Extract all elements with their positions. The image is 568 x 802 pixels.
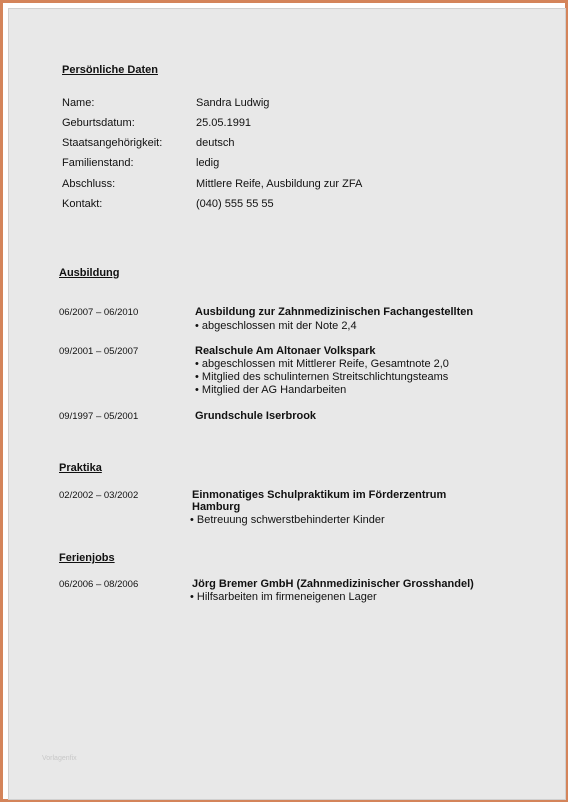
- entry-bullet: • abgeschlossen mit Mittlerer Reife, Gesamtnote 2,0: [195, 358, 449, 370]
- entry-date: 02/2002 – 03/2002: [59, 490, 139, 501]
- section-heading-holiday-jobs: Ferienjobs: [59, 552, 115, 564]
- label-nationality: Staatsangehörigkeit:: [62, 137, 163, 149]
- resume-page: [8, 8, 566, 800]
- value-marital-status: ledig: [196, 157, 220, 169]
- value-nationality: deutsch: [196, 137, 235, 149]
- label-degree: Abschluss:: [62, 178, 116, 190]
- entry-bullet: • Hilfsarbeiten im firmeneigenen Lager: [190, 591, 377, 603]
- entry-date: 06/2007 – 06/2010: [59, 307, 139, 318]
- label-marital-status: Familienstand:: [62, 157, 134, 169]
- entry-bullet: • abgeschlossen mit der Note 2,4: [195, 320, 357, 332]
- section-heading-internships: Praktika: [59, 462, 102, 474]
- watermark: Vorlagenfix: [42, 755, 77, 762]
- section-heading-personal: Persönliche Daten: [62, 64, 158, 76]
- entry-title: Ausbildung zur Zahnmedizinischen Fachangestellten: [195, 306, 474, 318]
- entry-date: 09/2001 – 05/2007: [59, 346, 139, 357]
- entry-bullet: • Mitglied der AG Handarbeiten: [195, 384, 347, 396]
- entry-date: 09/1997 – 05/2001: [59, 411, 139, 422]
- value-contact: (040) 555 55 55: [196, 198, 274, 210]
- entry-title: Grundschule Iserbrook: [195, 410, 317, 422]
- value-degree: Mittlere Reife, Ausbildung zur ZFA: [196, 178, 363, 190]
- label-birthdate: Geburtsdatum:: [62, 117, 135, 129]
- label-contact: Kontakt:: [62, 198, 103, 210]
- entry-bullet: • Betreuung schwerstbehinderter Kinder: [190, 514, 385, 526]
- entry-title: Einmonatiges Schulpraktikum im Förderzentrum: [192, 489, 447, 501]
- entry-title: Jörg Bremer GmbH (Zahnmedizinischer Grosshandel): [192, 578, 474, 590]
- value-name: Sandra Ludwig: [196, 97, 270, 109]
- entry-title: Realschule Am Altonaer Volkspark: [195, 345, 376, 357]
- section-heading-education: Ausbildung: [59, 267, 120, 279]
- label-name: Name:: [62, 97, 95, 109]
- value-birthdate: 25.05.1991: [196, 117, 252, 129]
- entry-bullet: • Mitglied des schulinternen Streitschlichtungsteams: [195, 371, 449, 383]
- entry-title-continued: Hamburg: [192, 501, 241, 513]
- entry-date: 06/2006 – 08/2006: [59, 579, 139, 590]
